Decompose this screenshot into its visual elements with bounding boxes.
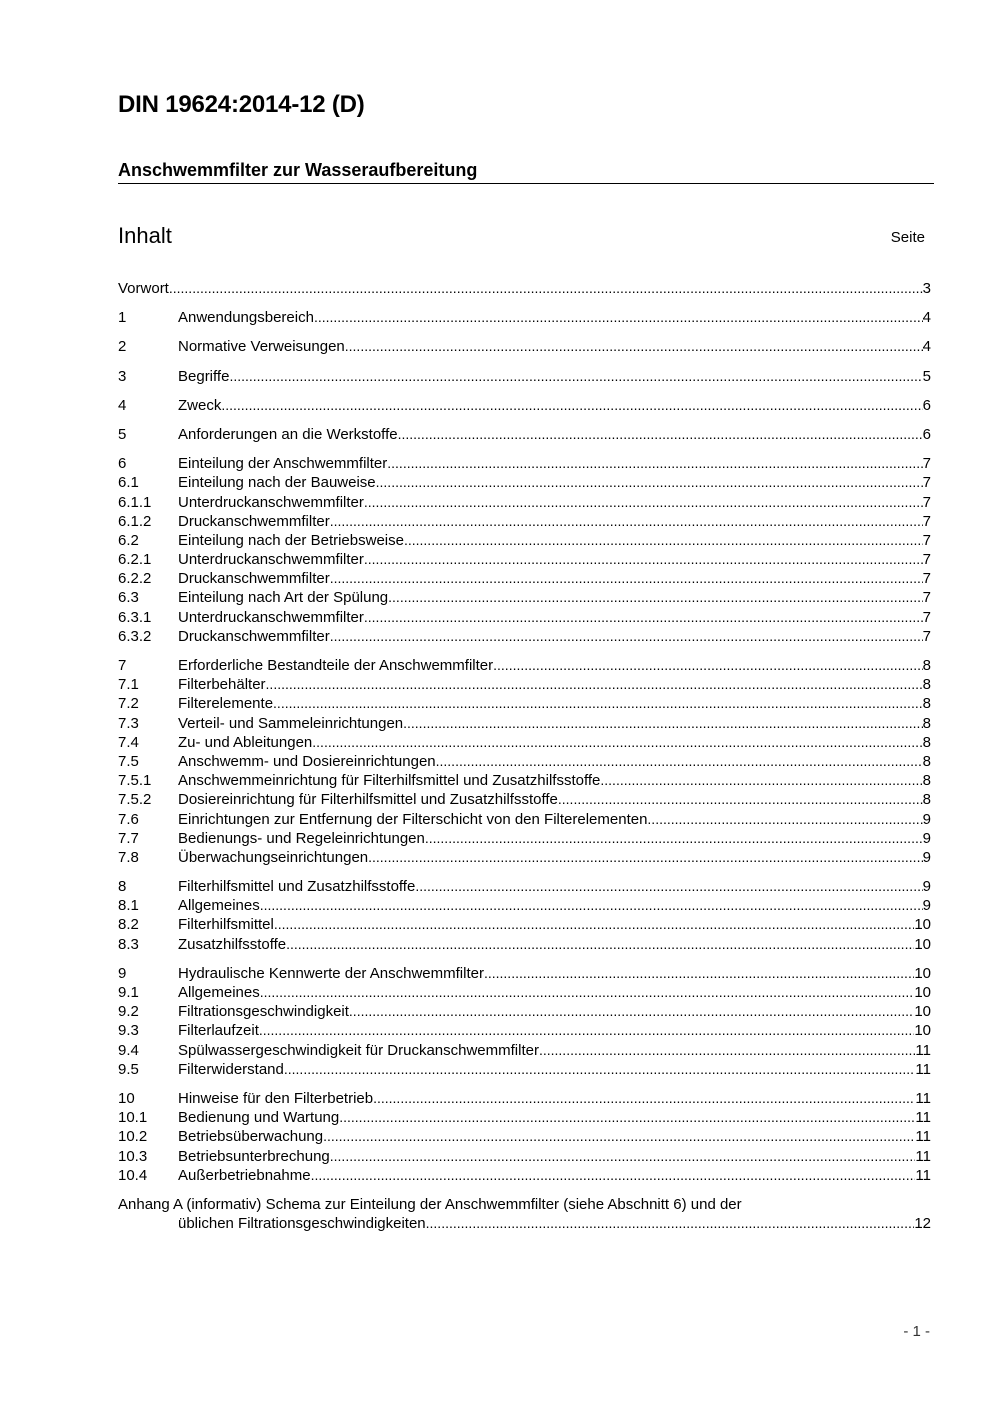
toc-entry-title: Unterdruckanschwemmfilter — [178, 608, 364, 626]
toc-entry-title: Hinweise für den Filterbetrieb — [178, 1089, 374, 1107]
toc-entry-page: 8 — [922, 791, 931, 809]
toc-entry-number: 7.5.2 — [118, 791, 152, 809]
toc-entry-title: Anforderungen an die Werkstoffe — [178, 425, 398, 443]
toc-leader-dots — [339, 1108, 915, 1127]
toc-entry[interactable] — [118, 829, 931, 848]
toc-leader-dots — [284, 1060, 916, 1079]
toc-entry[interactable] — [118, 1089, 931, 1108]
toc-entry[interactable] — [118, 367, 931, 386]
toc-entry[interactable] — [118, 656, 931, 675]
toc-entry[interactable] — [118, 454, 931, 473]
toc-leader-dots — [266, 675, 923, 694]
toc-leader-dots — [404, 531, 923, 550]
toc-entry-title: Betriebsunterbrechung — [178, 1147, 330, 1165]
toc-leader-dots — [426, 1214, 915, 1233]
toc-entry[interactable] — [118, 1127, 931, 1146]
toc-entry[interactable] — [118, 877, 931, 896]
toc-leader-dots — [484, 964, 914, 983]
toc-leader-dots — [388, 588, 923, 607]
toc-entry-page: 7 — [922, 570, 931, 588]
toc-entry-number: 7.1 — [118, 676, 139, 694]
toc-leader-dots — [314, 308, 923, 327]
toc-entry-page: 11 — [915, 1109, 931, 1127]
toc-entry-number: 7.5.1 — [118, 772, 152, 790]
toc-entry-title: Vorwort — [118, 280, 169, 297]
toc-entry-page: 8 — [922, 714, 931, 732]
toc-entry-number: 9.2 — [118, 1003, 139, 1021]
toc-entry-number: 8.3 — [118, 935, 139, 953]
toc-entry-page: 9 — [922, 878, 931, 896]
toc-entry-number: 10.1 — [118, 1109, 148, 1127]
toc-entry-title: Filtrationsgeschwindigkeit — [178, 1003, 349, 1021]
toc-entry-title: Anschwemmeinrichtung für Filterhilfsmittel und Zusatzhilfsstoffe — [178, 772, 601, 790]
toc-entry-title: Normative Verweisungen — [178, 338, 345, 356]
toc-leader-dots — [376, 473, 923, 492]
toc-entry-page: 10 — [914, 1022, 931, 1040]
toc-entry[interactable] — [118, 396, 931, 415]
toc-leader-dots — [415, 877, 922, 896]
toc-entry[interactable] — [118, 964, 931, 983]
toc-entry[interactable] — [118, 531, 931, 550]
toc-entry[interactable] — [118, 1166, 931, 1185]
toc-leader-dots — [436, 752, 923, 771]
toc-leader-dots — [330, 1147, 916, 1166]
toc-leader-dots — [330, 627, 923, 646]
toc-leader-dots — [364, 493, 923, 512]
toc-entry-number: 6.3.2 — [118, 627, 152, 645]
toc-entry[interactable] — [118, 279, 931, 298]
toc-entry-title: Unterdruckanschwemmfilter — [178, 551, 364, 569]
toc-entry-title: Filterlaufzeit — [178, 1022, 259, 1040]
toc-entry[interactable] — [118, 1147, 931, 1166]
toc-entry-page: 7 — [922, 512, 931, 530]
toc-entry[interactable] — [118, 848, 931, 867]
toc-entry[interactable] — [118, 790, 931, 809]
toc-entry-number: 9.4 — [118, 1041, 139, 1059]
toc-entry-page: 10 — [914, 916, 931, 934]
toc-entry-title: Zu- und Ableitungen — [178, 733, 313, 751]
toc-entry-title: Allgemeines — [178, 984, 260, 1001]
toc-entry-number: 9.1 — [118, 984, 139, 1001]
toc-entry[interactable] — [118, 714, 931, 733]
toc-entry-page: 4 — [922, 338, 931, 356]
toc-heading: Inhalt — [118, 223, 172, 248]
toc-entry-number: 7.5 — [118, 752, 139, 770]
toc-entry[interactable] — [118, 1060, 931, 1079]
toc-entry[interactable] — [118, 337, 931, 356]
toc-entry-number: 6.1.2 — [118, 512, 152, 530]
toc-annex-title-line-2: üblichen Filtrationsgeschwindigkeiten — [178, 1215, 426, 1233]
toc-entry-number: 8.1 — [118, 897, 139, 915]
toc-entry-number: 8 — [118, 878, 127, 896]
toc-entry[interactable] — [118, 752, 931, 771]
toc-entry-title: Filterelemente — [178, 695, 274, 713]
toc-entry-title: Anschwemm- und Dosiereinrichtungen — [178, 752, 436, 770]
toc-entry-page: 10 — [914, 984, 931, 1001]
toc-leader-dots — [229, 367, 922, 386]
toc-entry-number: 6.2.1 — [118, 551, 152, 569]
toc-entry-title: Überwachungseinrichtungen — [178, 848, 369, 866]
toc-entry-title: Unterdruckanschwemmfilter — [178, 493, 364, 511]
toc-entry[interactable] — [118, 550, 931, 569]
toc-entry[interactable] — [118, 675, 931, 694]
toc-entry-number: 6.3.1 — [118, 608, 152, 626]
toc-entry-title: Einteilung der Anschwemmfilter — [178, 455, 388, 473]
toc-entry-title: Allgemeines — [178, 897, 260, 915]
toc-entry-number: 6.3 — [118, 589, 139, 607]
toc-entry-page: 8 — [922, 657, 931, 674]
toc-entry-title: Verteil- und Sammeleinrichtungen — [178, 714, 404, 732]
toc-entry-page: 9 — [922, 810, 931, 828]
toc-entry-number: 7.7 — [118, 829, 139, 847]
toc-entry-page: 11 — [915, 1166, 931, 1184]
toc-entry-page: 7 — [922, 455, 931, 473]
toc-leader-dots — [368, 848, 923, 867]
toc-entry[interactable] — [118, 694, 931, 713]
toc-entry-title: Einteilung nach der Bauweise — [178, 474, 376, 492]
toc-entry[interactable] — [118, 608, 931, 627]
toc-leader-dots — [647, 810, 922, 829]
toc-entry-title: Filterhilfsmittel — [178, 916, 274, 934]
toc-entry-title: Filterhilfsmittel und Zusatzhilfsstoffe — [178, 878, 416, 896]
toc-entry-title: Filterwiderstand — [178, 1060, 284, 1078]
toc-entry-number: 6.2.2 — [118, 570, 152, 588]
toc-entry-number: 10.4 — [118, 1166, 148, 1184]
toc-entry[interactable] — [118, 1021, 931, 1040]
toc-entry[interactable] — [118, 425, 931, 444]
toc-leader-dots — [330, 569, 923, 588]
document-subtitle: Anschwemmfilter zur Wasseraufbereitung — [118, 158, 934, 184]
toc-entry-page: 10 — [914, 964, 931, 982]
toc-entry-page: 11 — [915, 1128, 931, 1146]
toc-entry-title: Einteilung nach der Betriebsweise — [178, 531, 404, 549]
toc-entry-page: 11 — [915, 1041, 931, 1059]
toc-leader-dots — [260, 983, 915, 1002]
toc-entry-number: 7 — [118, 657, 127, 674]
toc-entry[interactable] — [118, 473, 931, 492]
toc-entry-number: 6.1 — [118, 474, 139, 492]
page-number: - 1 - — [903, 1323, 930, 1340]
toc-entry-number: 8.2 — [118, 916, 139, 934]
toc-leader-dots — [373, 1089, 915, 1108]
toc-annex-title-line-1: Anhang A (informativ) Schema zur Einteilung der Anschwemmfilter (siehe Abschnitt 6) und der — [118, 1195, 742, 1213]
toc-entry-title: Bedienungs- und Regeleinrichtungen — [178, 829, 425, 847]
toc-entry[interactable] — [118, 983, 931, 1002]
toc-entry-page: 6 — [922, 425, 931, 443]
toc-entry-page: 11 — [915, 1060, 931, 1078]
toc-entry-number: 4 — [118, 396, 127, 414]
toc-entry-page: 7 — [922, 589, 931, 607]
page-column-label: Seite — [890, 229, 925, 246]
toc-entry-number: 7.8 — [118, 848, 139, 866]
toc-entry-list — [118, 279, 931, 1185]
toc-entry-title: Erforderliche Bestandteile der Anschwemmfilter — [178, 657, 494, 674]
toc-entry[interactable] — [118, 810, 931, 829]
toc-entry-title: Begriffe — [178, 367, 230, 385]
toc-annex-line-2[interactable] — [118, 1214, 931, 1233]
toc-leader-dots — [349, 1002, 914, 1021]
toc-entry[interactable] — [118, 915, 931, 934]
toc-leader-dots — [387, 454, 922, 473]
toc-entry[interactable] — [118, 935, 931, 954]
toc-entry-page: 8 — [922, 676, 931, 694]
toc-entry-page: 10 — [914, 1003, 931, 1021]
toc-entry-number: 10.2 — [118, 1128, 148, 1146]
toc-leader-dots — [311, 1166, 916, 1185]
toc-entry[interactable] — [118, 771, 931, 790]
toc-leader-dots — [286, 935, 914, 954]
toc-entry-page: 3 — [922, 280, 931, 297]
toc-entry-number: 6.2 — [118, 531, 139, 549]
toc-entry-title: Spülwassergeschwindigkeit für Druckanschwemmfilter — [178, 1041, 539, 1059]
toc-entry-number: 7.3 — [118, 714, 139, 732]
toc-leader-dots — [312, 733, 922, 752]
toc-entry-number: 3 — [118, 367, 127, 385]
toc-entry[interactable] — [118, 588, 931, 607]
toc-entry-number: 10 — [118, 1089, 135, 1107]
toc-entry-title: Betriebsüberwachung — [178, 1128, 324, 1146]
toc-entry-title: Einrichtungen zur Entfernung der Filterschicht von den Filterelementen — [178, 810, 648, 828]
toc-entry-number: 7.2 — [118, 695, 139, 713]
toc-leader-dots — [169, 279, 923, 298]
toc-entry-number: 1 — [118, 309, 127, 327]
toc-entry-title: Zusatzhilfsstoffe — [178, 935, 287, 953]
table-of-contents — [118, 279, 931, 1233]
toc-leader-dots — [260, 896, 923, 915]
toc-leader-dots — [364, 550, 923, 569]
toc-entry[interactable] — [118, 569, 931, 588]
toc-entry-page: 7 — [922, 551, 931, 569]
toc-entry-page: 11 — [915, 1147, 931, 1165]
toc-entry[interactable] — [118, 308, 931, 327]
toc-leader-dots — [330, 512, 923, 531]
toc-leader-dots — [539, 1041, 915, 1060]
toc-entry-page: 6 — [922, 396, 931, 414]
toc-entry-number: 10.3 — [118, 1147, 148, 1165]
document-title: DIN 19624:2014-12 (D) — [118, 91, 365, 118]
toc-entry-title: Einteilung nach Art der Spülung — [178, 589, 389, 607]
toc-entry-number: 7.4 — [118, 733, 139, 751]
toc-entry[interactable] — [118, 627, 931, 646]
toc-leader-dots — [364, 608, 923, 627]
toc-entry-page: 7 — [922, 531, 931, 549]
toc-entry-page: 4 — [922, 309, 931, 327]
toc-entry[interactable] — [118, 896, 931, 915]
toc-leader-dots — [493, 656, 923, 675]
toc-entry-page: 9 — [922, 829, 931, 847]
toc-entry-title: Dosiereinrichtung für Filterhilfsmittel und Zusatzhilfsstoffe — [178, 791, 558, 809]
toc-entry-title: Außerbetriebnahme — [178, 1166, 311, 1184]
toc-leader-dots — [425, 829, 923, 848]
toc-leader-dots — [323, 1127, 915, 1146]
toc-leader-dots — [403, 714, 923, 733]
toc-annex-line-1[interactable] — [118, 1195, 931, 1214]
toc-entry-page: 5 — [922, 367, 931, 385]
toc-entry-title: Druckanschwemmfilter — [178, 627, 330, 645]
toc-entry-page: 11 — [915, 1089, 931, 1107]
toc-entry[interactable] — [118, 493, 931, 512]
toc-entry-page: 8 — [922, 772, 931, 790]
toc-entry[interactable] — [118, 1002, 931, 1021]
toc-leader-dots — [273, 694, 923, 713]
toc-entry-title: Zweck — [178, 396, 222, 414]
toc-entry-page: 7 — [922, 474, 931, 492]
toc-leader-dots — [398, 425, 923, 444]
toc-entry[interactable] — [118, 1108, 931, 1127]
toc-leader-dots — [345, 337, 923, 356]
toc-entry-page: 9 — [922, 848, 931, 866]
toc-entry-page: 9 — [922, 897, 931, 915]
toc-entry-title: Bedienung und Wartung — [178, 1109, 340, 1127]
toc-entry-page: 7 — [922, 627, 931, 645]
toc-entry-number: 9.3 — [118, 1022, 139, 1040]
toc-entry-title: Filterbehälter — [178, 676, 266, 694]
toc-entry[interactable] — [118, 512, 931, 531]
toc-entry-page: 8 — [922, 695, 931, 713]
toc-entry-title: Hydraulische Kennwerte der Anschwemmfilter — [178, 964, 484, 982]
toc-entry-number: 2 — [118, 338, 127, 356]
toc-entry[interactable] — [118, 1041, 931, 1060]
toc-entry-number: 9.5 — [118, 1060, 139, 1078]
toc-entry-number: 7.6 — [118, 810, 139, 828]
toc-entry-number: 6 — [118, 455, 127, 473]
toc-entry-number: 9 — [118, 964, 127, 982]
toc-entry-page: 10 — [914, 935, 931, 953]
toc-entry-title: Druckanschwemmfilter — [178, 570, 330, 588]
toc-leader-dots — [274, 915, 914, 934]
toc-entry[interactable] — [118, 733, 931, 752]
toc-entry-page: 7 — [922, 493, 931, 511]
toc-entry-page: 8 — [922, 752, 931, 770]
toc-entry-page: 8 — [922, 733, 931, 751]
toc-leader-dots — [600, 771, 922, 790]
toc-entry-title: Druckanschwemmfilter — [178, 512, 330, 530]
toc-entry-title: Anwendungsbereich — [178, 309, 314, 327]
toc-leader-dots — [558, 790, 923, 809]
toc-annex-page: 12 — [914, 1215, 931, 1233]
toc-leader-dots — [221, 396, 922, 415]
toc-entry-number: 5 — [118, 425, 127, 443]
toc-entry-number: 6.1.1 — [118, 493, 152, 511]
toc-leader-dots — [259, 1021, 914, 1040]
toc-entry-page: 7 — [922, 608, 931, 626]
